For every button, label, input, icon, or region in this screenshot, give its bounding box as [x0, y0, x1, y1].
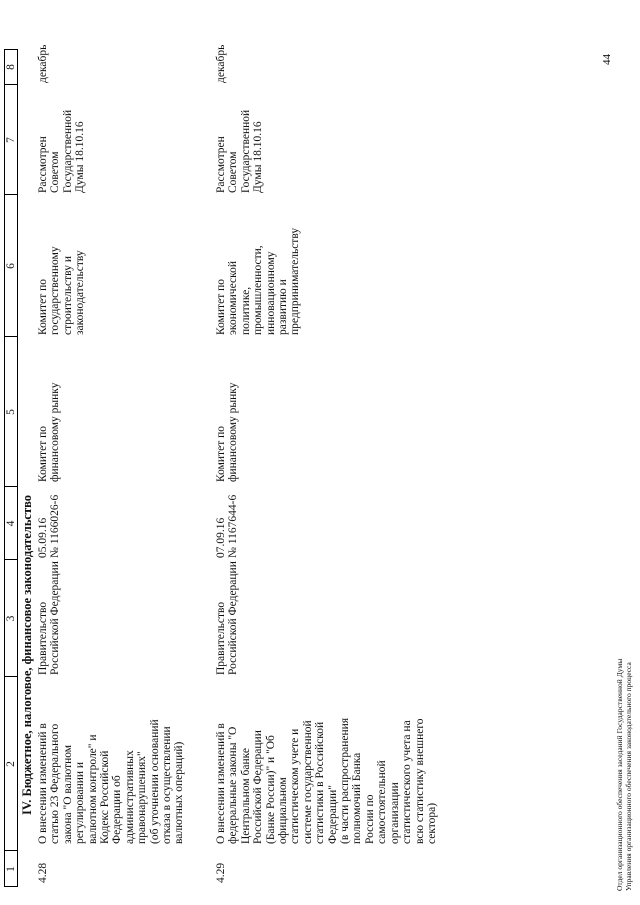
- row-number: 4.29: [215, 862, 227, 883]
- co-executor-committee: Комитет по экономической политике, промышленности, инновационному развитию и предпринимательству: [215, 227, 302, 335]
- bill-date-number: 07.09.16 № 1167644-6: [215, 494, 240, 558]
- planned-month: декабрь: [37, 44, 49, 83]
- planned-month: декабрь: [215, 44, 227, 83]
- bill-status: Рассмотрен Советом Государственной Думы 18.10.16: [37, 109, 87, 193]
- col-num-5: 5: [5, 409, 17, 415]
- responsible-committee: Комитет по финансовому рынку: [215, 382, 240, 482]
- bill-initiator: Правительство Российской Федерации: [37, 561, 62, 675]
- col-num-4: 4: [5, 520, 17, 527]
- page-number: 44: [601, 54, 613, 65]
- bill-title: О внесении изменений в федеральные законы "О Центральном банке Российской Федерации (Банке России)" и "Об официальном статистическом учете и системе государственной статистики в Российской Федерации" (в части распространения полномочий Банка России по самостоятельной организации статистического учета на всю статистику внешнего сектора): [215, 717, 438, 844]
- row-number: 4.28: [37, 862, 49, 883]
- col-num-1: 1: [5, 866, 17, 872]
- bill-initiator: Правительство Российской Федерации: [215, 561, 240, 675]
- document-footer: Отдел организационного обеспечения заседаний Государственной Думы Управления организационного обеспечения законодательного процесса: [615, 658, 633, 891]
- col-num-8: 8: [5, 64, 17, 70]
- col-num-3: 3: [5, 615, 17, 622]
- bill-status: Рассмотрен Советом Государственной Думы 18.10.16: [215, 109, 265, 193]
- col-num-2: 2: [5, 761, 17, 767]
- responsible-committee: Комитет по финансовому рынку: [37, 382, 62, 482]
- section-heading: IV. Бюджетное, налоговое, финансовое законодательство: [20, 494, 34, 815]
- co-executor-committee: Комитет по государственному строительству и законодательству: [37, 246, 87, 335]
- bill-title: О внесении изменений в статью 23 Федерального закона "О валютном регулировании и валютном контроле" и Кодекс Российской Федерации об административных правонарушениях" (об уточнении оснований отказа в осуществлении валютных операций): [37, 719, 186, 844]
- bill-date-number: 05.09.16 № 1166026-6: [37, 494, 62, 558]
- col-num-6: 6: [5, 263, 17, 269]
- col-num-7: 7: [5, 137, 17, 143]
